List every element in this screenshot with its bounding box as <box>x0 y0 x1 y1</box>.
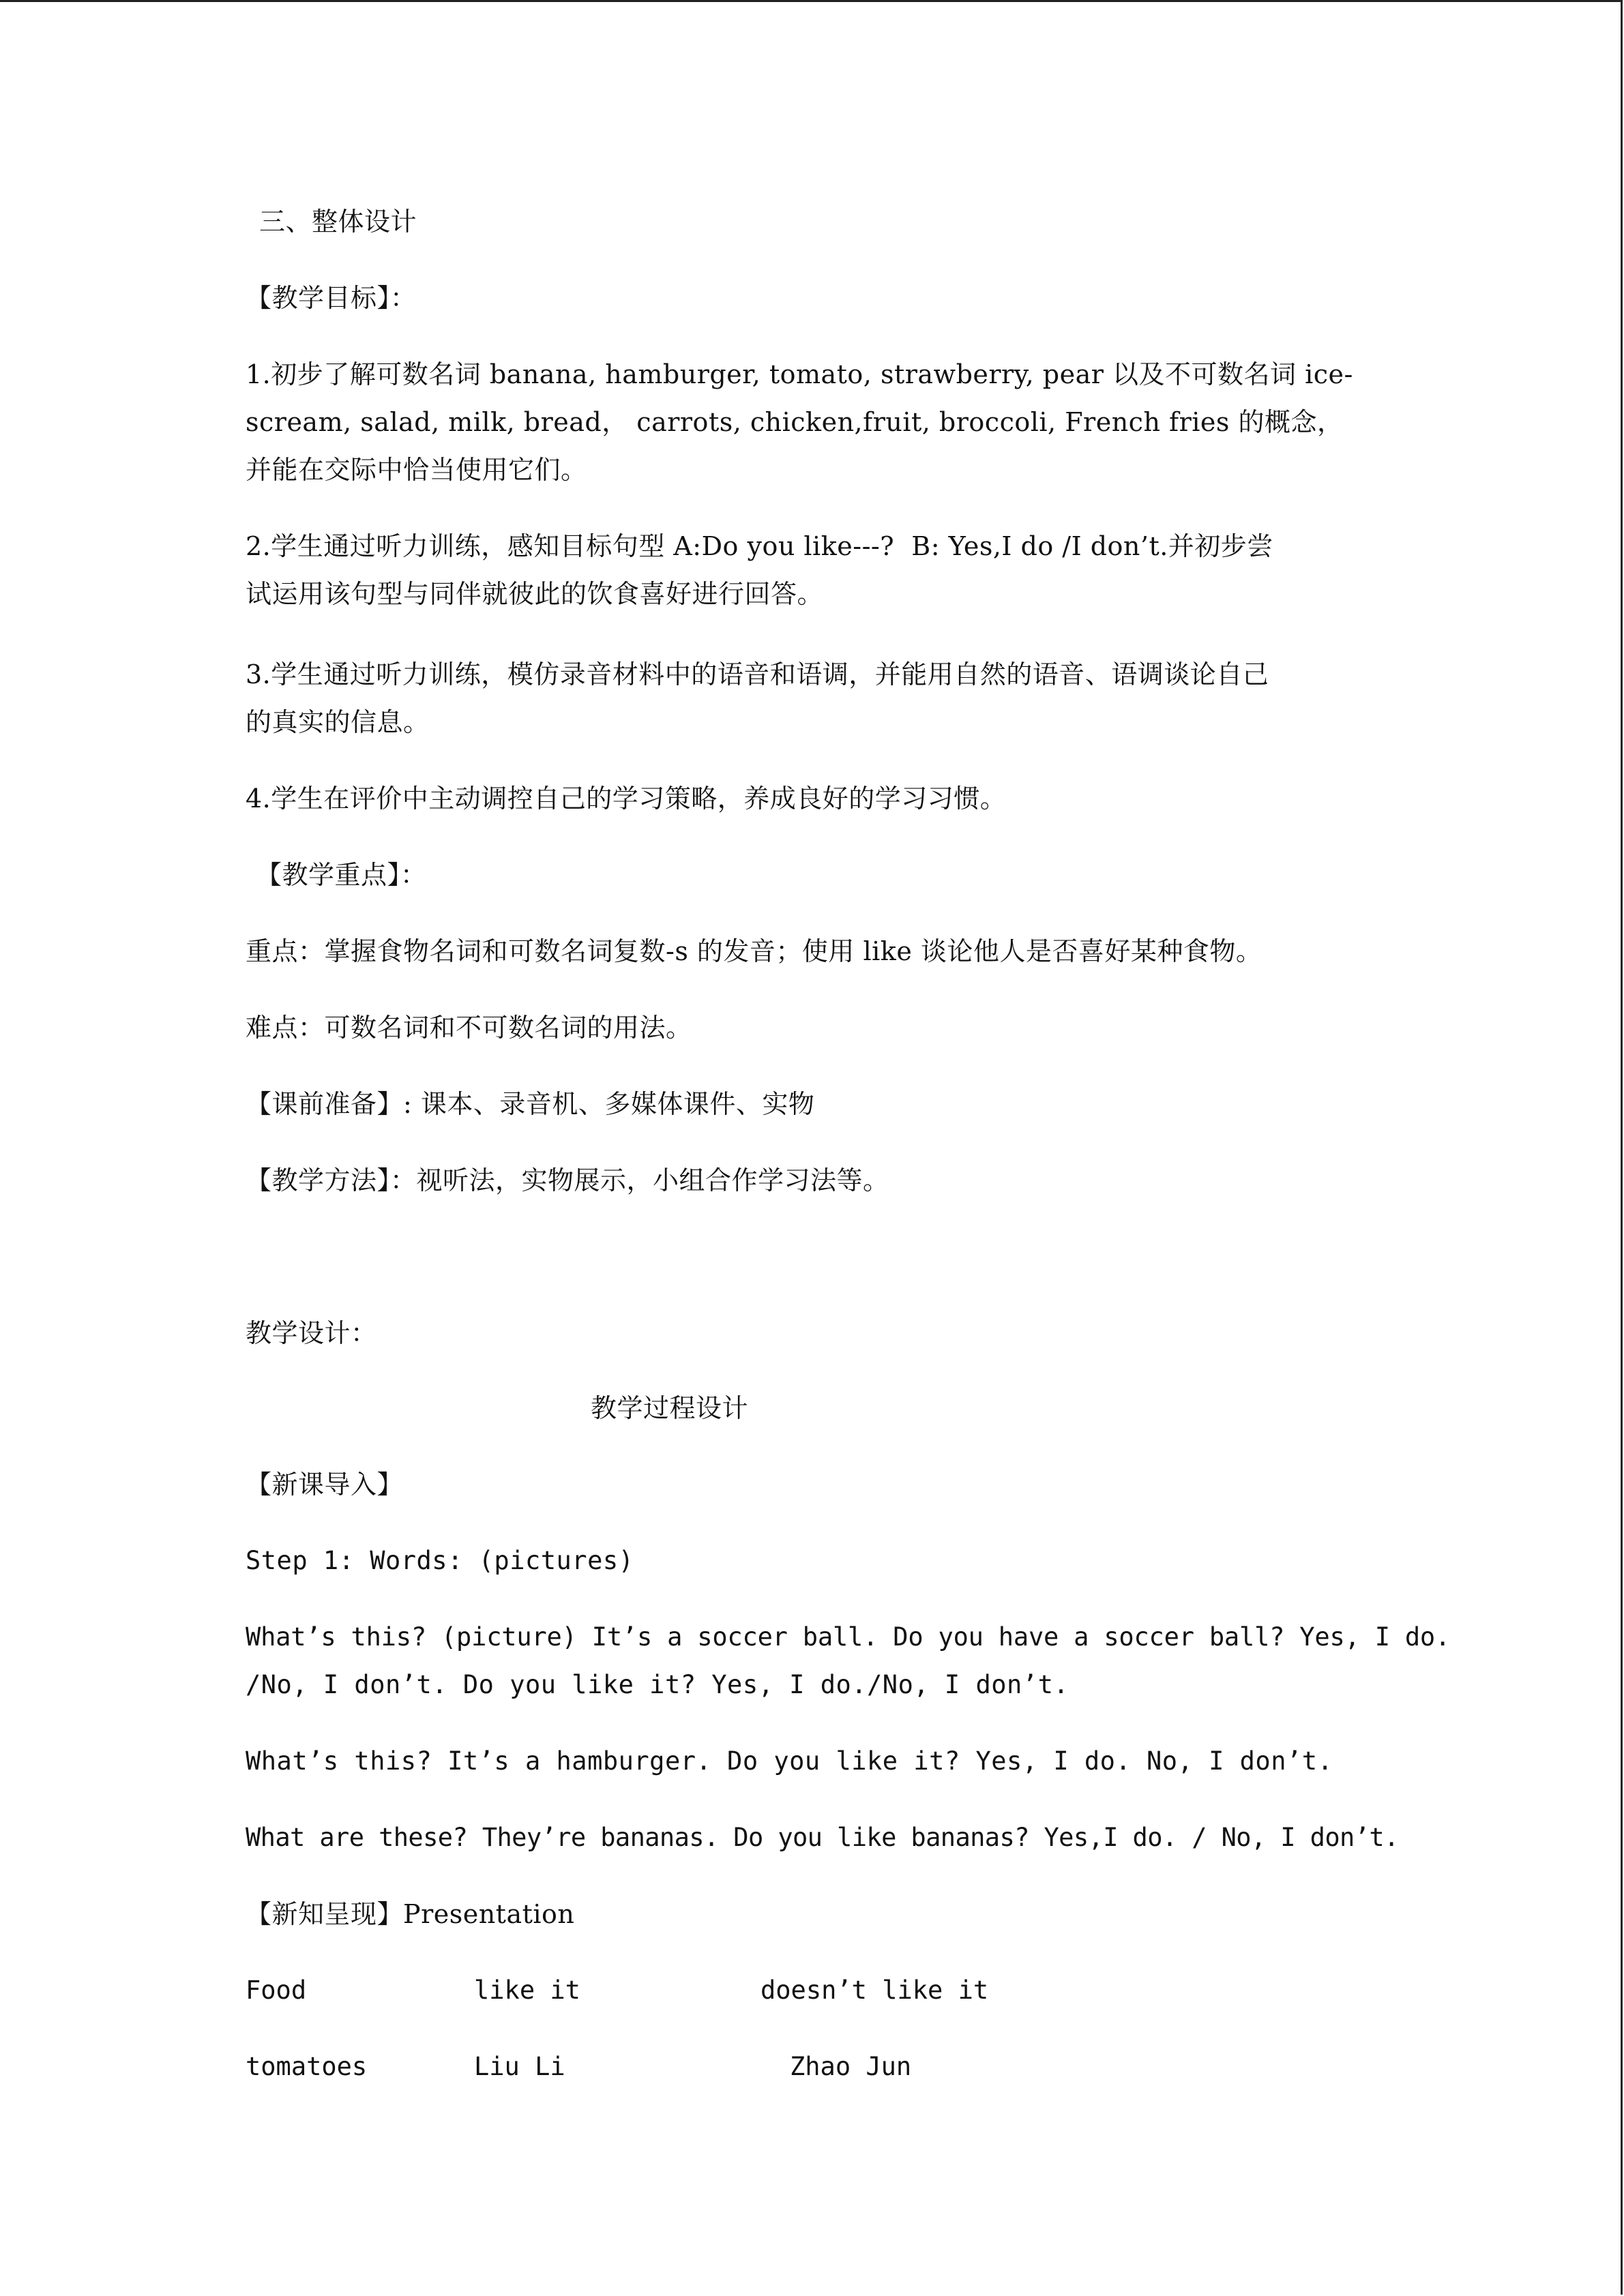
objective-4: 4.学生在评价中主动调控自己的学习策略，养成良好的学习习惯。 <box>246 784 1007 814</box>
teaching-methods: 【教学方法】：视听法，实物展示，小组合作学习法等。 <box>246 1165 889 1195</box>
step-1: Step 1: Words: (pictures) <box>246 1546 634 1575</box>
lead-in-heading: 【新课导入】 <box>246 1470 404 1500</box>
objectives-heading: 【教学目标】： <box>246 283 417 313</box>
dialogue-2: What’s this? It’s a hamburger. Do you like it? Yes, I do. No, I don’t. <box>246 1746 1333 1776</box>
objective-2-line-1: 2.学生通过听力训练，感知目标句型 A:Do you like---? B: Yes,I do /I don’t.并初步尝 <box>246 531 1273 561</box>
table-header-food: Food <box>246 1976 307 2005</box>
preparation: 【课前准备】: 课本、录音机、多媒体课件、实物 <box>246 1089 815 1119</box>
design-label: 教学设计： <box>246 1318 377 1348</box>
table-cell-food: tomatoes <box>246 2052 368 2081</box>
difficult-point: 难点：可数名词和不可数名词的用法。 <box>246 1013 692 1043</box>
objective-3-line-1: 3.学生通过听力训练，模仿录音材料中的语音和语调，并能用自然的语音、语调谈论自己 <box>246 659 1269 689</box>
table-cell-like-it: Liu Li <box>474 2052 565 2081</box>
table-cell-doesnt-like-it: Zhao Jun <box>790 2052 912 2081</box>
dialogue-3: What are these? They’re bananas. Do you like bananas? Yes,I do. / No, I don’t. <box>246 1823 1399 1852</box>
process-title: 教学过程设计 <box>591 1393 749 1423</box>
objective-2-line-2: 试运用该句型与同伴就彼此的饮食喜好进行回答。 <box>246 579 824 609</box>
presentation-heading: 【新知呈现】Presentation <box>246 1899 575 1929</box>
key-point: 重点：掌握食物名词和可数名词复数-s 的发音；使用 like 谈论他人是否喜好某种食物。 <box>246 936 1263 966</box>
objective-1-line-3: 并能在交际中恰当使用它们。 <box>246 455 587 485</box>
dialogue-1-line-1: What’s this? (picture) It’s a soccer ball. Do you have a soccer ball? Yes, I do. <box>246 1622 1451 1652</box>
table-header-doesnt-like-it: doesn’t like it <box>761 1976 989 2005</box>
dialogue-1-line-2: /No, I don’t. Do you like it? Yes, I do./No, I don’t. <box>246 1670 1069 1699</box>
objective-3-line-2: 的真实的信息。 <box>246 707 430 737</box>
section-title: 三、整体设计 <box>259 207 417 237</box>
objective-1-line-2: scream, salad, milk, bread， carrots, chicken,fruit, broccoli, French fries 的概念， <box>246 407 1344 437</box>
key-points-heading: 【教学重点】： <box>256 860 427 890</box>
table-header-like-it: like it <box>474 1976 580 2005</box>
objective-1-line-1: 1.初步了解可数名词 banana, hamburger, tomato, strawberry, pear 以及不可数名词 ice- <box>246 359 1353 389</box>
